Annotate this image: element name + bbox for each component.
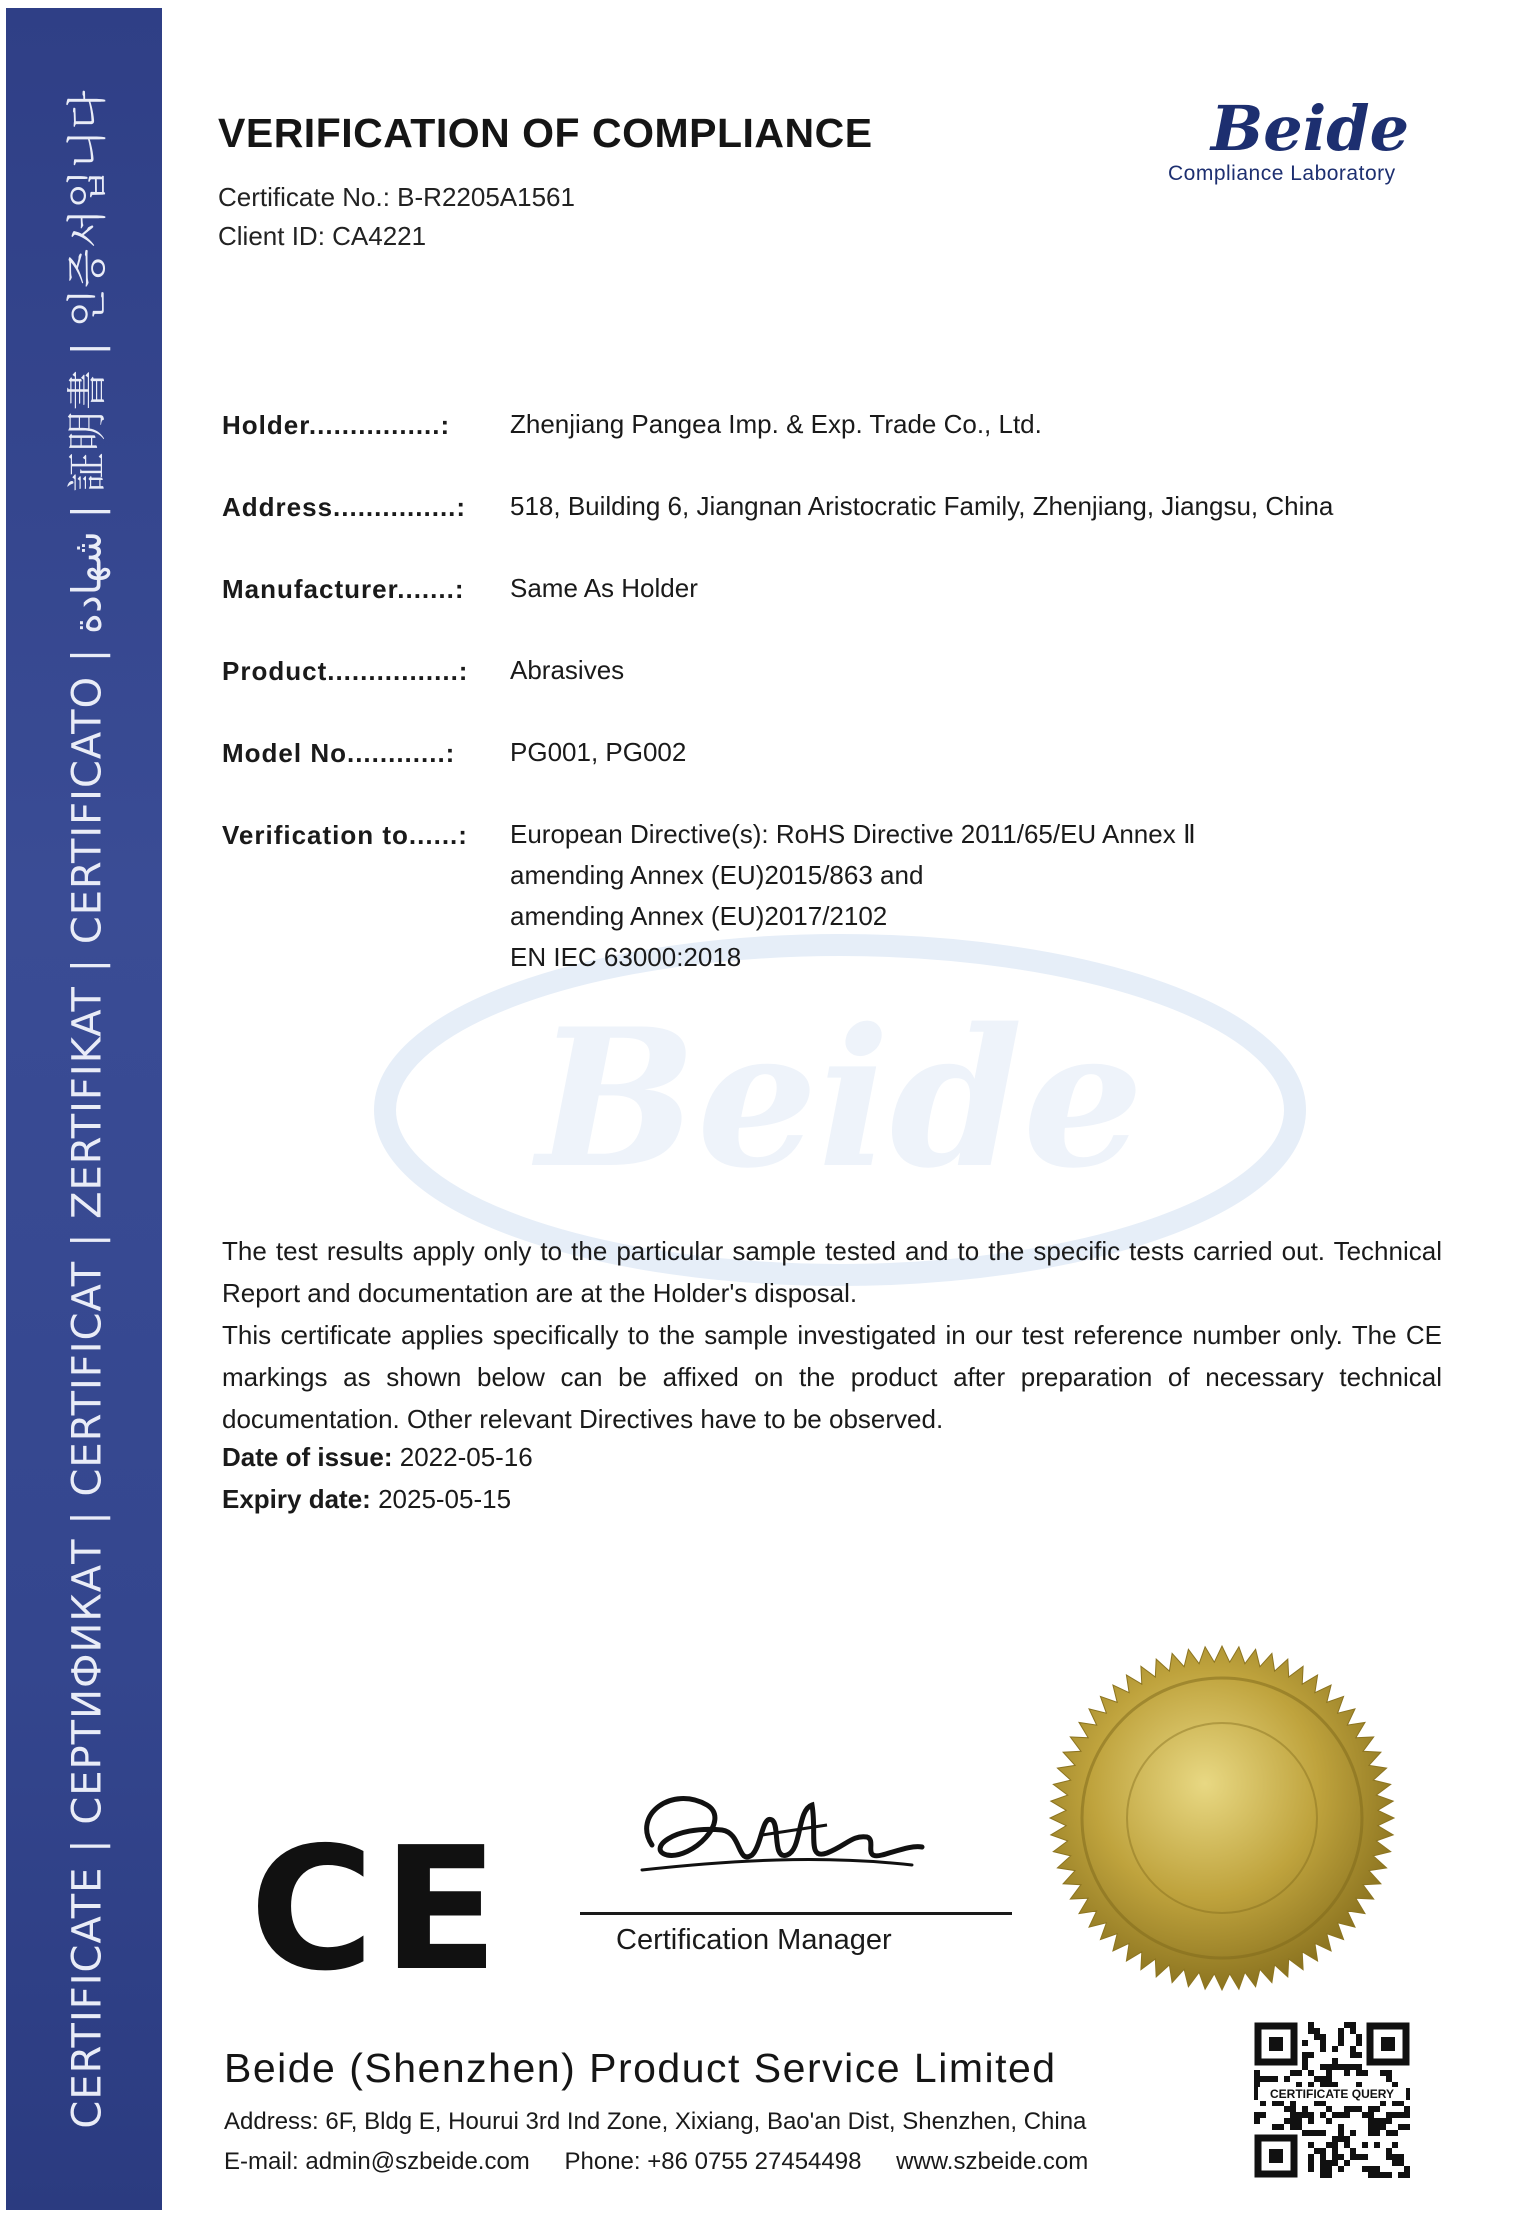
signature-line: [580, 1912, 1012, 1915]
body-paragraph: The test results apply only to the particular sample tested and to the specific tests carried out. Technical Report and documentation are at the Holder's disposal.: [222, 1236, 1442, 1308]
qr-module: [1350, 2130, 1356, 2136]
side-band-text: CERTIFICATE | СЕРТИФИКАТ | CERTIFICAT | ZERTIFIKAT | CERTIFICATO | شهادة | 証明書 | 인증서입니다: [64, 89, 111, 2129]
qr-module: [1266, 2076, 1272, 2082]
qr-module: [1344, 2136, 1350, 2142]
qr-module: [1308, 2130, 1314, 2136]
field-value-line: amending Annex (EU)2017/2102: [510, 901, 888, 931]
qr-module: [1350, 2154, 1356, 2160]
qr-module: [1392, 2130, 1398, 2136]
brand-subtitle: Compliance Laboratory: [1168, 162, 1396, 185]
signature-caption: Certification Manager: [616, 1924, 892, 1956]
qr-module: [1368, 2172, 1374, 2178]
qr-module: [1284, 2118, 1290, 2124]
qr-module: [1308, 2154, 1314, 2160]
date-of-issue-label: Date of issue:: [222, 1442, 393, 1472]
qr-module: [1404, 2112, 1410, 2118]
side-band: [6, 8, 162, 2210]
field-value: [510, 486, 1333, 527]
field-value-line: European Directive(s): RoHS Directive 2011/65/EU Annex Ⅱ: [510, 819, 1196, 849]
qr-module: [1350, 2028, 1356, 2034]
qr-module: [1350, 2106, 1356, 2112]
body-text: [222, 1230, 1442, 1440]
qr-module: [1398, 2112, 1404, 2118]
company-website: www.szbeide.com: [896, 2148, 1089, 2175]
qr-module: [1356, 2064, 1362, 2070]
qr-module: [1350, 2052, 1356, 2058]
qr-module: [1404, 2106, 1410, 2112]
qr-module: [1380, 2118, 1386, 2124]
field-value-line: Zhenjiang Pangea Imp. & Exp. Trade Co., Ltd.: [510, 409, 1042, 439]
qr-module: [1362, 2142, 1368, 2148]
qr-module: [1368, 2106, 1374, 2112]
qr-module: [1272, 2124, 1278, 2130]
qr-module: [1326, 2166, 1332, 2172]
qr-module: [1332, 2046, 1338, 2052]
qr-module: [1374, 2166, 1380, 2172]
field-value: [510, 650, 624, 691]
company-name: Beide (Shenzhen) Product Service Limited: [224, 2045, 1057, 2091]
qr-module: [1308, 2160, 1314, 2166]
qr-module: [1320, 2160, 1326, 2166]
qr-module: [1386, 2154, 1392, 2160]
qr-module: [1302, 2040, 1308, 2046]
company-email: E-mail: admin@szbeide.com: [224, 2148, 530, 2175]
qr-module: [1308, 2142, 1314, 2148]
qr-module: [1338, 2130, 1344, 2136]
qr-module: [1254, 2118, 1260, 2124]
qr-module: [1332, 2064, 1338, 2070]
qr-module: [1326, 2142, 1332, 2148]
body-paragraph: This certificate applies specifically to the sample investigated in our test reference number only. The CE markings as shown below can be affixed on the product after preparation of necessary technical documentation. Other relevant Directives have to be observed.: [222, 1320, 1442, 1434]
qr-module: [1368, 2166, 1374, 2172]
qr-module: [1326, 2172, 1332, 2178]
qr-module: [1320, 2172, 1326, 2178]
qr-module: [1332, 2112, 1338, 2118]
field-label: Verification to......:: [222, 820, 468, 850]
qr-module: [1320, 2040, 1326, 2046]
qr-module: [1272, 2076, 1278, 2082]
qr-module: [1362, 2166, 1368, 2172]
field-value-line: Same As Holder: [510, 573, 698, 603]
qr-module: [1290, 2124, 1296, 2130]
qr-module: [1338, 2166, 1344, 2172]
qr-module: [1314, 2076, 1320, 2082]
qr-module: [1326, 2076, 1332, 2082]
client-id: Client ID: CA4221: [218, 221, 427, 251]
qr-module: [1398, 2160, 1404, 2166]
qr-module: [1326, 2070, 1332, 2076]
qr-module: [1386, 2076, 1392, 2082]
qr-module: [1362, 2154, 1368, 2160]
qr-module: [1344, 2064, 1350, 2070]
qr-module: [1338, 2034, 1344, 2040]
qr-module: [1386, 2118, 1392, 2124]
qr-module: [1296, 2070, 1302, 2076]
qr-module: [1320, 2076, 1326, 2082]
qr-module: [1398, 2124, 1404, 2130]
field-label: Model No............:: [222, 738, 456, 768]
qr-module: [1392, 2154, 1398, 2160]
qr-module: [1374, 2172, 1380, 2178]
qr-module: [1392, 2142, 1398, 2148]
qr-module: [1338, 2040, 1344, 2046]
qr-module: [1320, 2130, 1326, 2136]
qr-module: [1320, 2148, 1326, 2154]
qr-module: [1380, 2172, 1386, 2178]
qr-module: [1302, 2106, 1308, 2112]
qr-module: [1356, 2106, 1362, 2112]
qr-module: [1320, 2154, 1326, 2160]
gold-seal: [1046, 1642, 1398, 1994]
qr-module: [1380, 2070, 1386, 2076]
qr-module: [1326, 2160, 1332, 2166]
qr-module: [1386, 2172, 1392, 2178]
qr-module: [1362, 2112, 1368, 2118]
qr-module: [1320, 2112, 1326, 2118]
qr-module: [1404, 2166, 1410, 2172]
qr-module: [1302, 2052, 1308, 2058]
watermark-text: Beide: [536, 987, 1144, 1210]
qr-module: [1338, 2028, 1344, 2034]
field-value: [510, 814, 1196, 978]
signature: [612, 1775, 932, 1895]
qr-module: [1392, 2112, 1398, 2118]
field-value-line: EN IEC 63000:2018: [510, 942, 742, 972]
qr-module: [1368, 2130, 1374, 2136]
qr-module: [1356, 2154, 1362, 2160]
qr-module: [1332, 2160, 1338, 2166]
qr-module: [1350, 2064, 1356, 2070]
qr-module: [1350, 2046, 1356, 2052]
qr-module: [1344, 2160, 1350, 2166]
date-of-issue: [222, 1442, 533, 1473]
qr-module: [1374, 2130, 1380, 2136]
expiry-date: [222, 1484, 511, 1515]
qr-module: [1380, 2124, 1386, 2130]
contact-line: [224, 2148, 1088, 2176]
qr-module: [1398, 2172, 1404, 2178]
qr-module: [1356, 2034, 1362, 2040]
qr-module: [1326, 2064, 1332, 2070]
qr-module: [1386, 2112, 1392, 2118]
qr-module: [1284, 2106, 1290, 2112]
qr-module: [1308, 2022, 1314, 2028]
company-phone: Phone: +86 0755 27454498: [564, 2148, 862, 2175]
field-value-line: PG001, PG002: [510, 737, 687, 767]
qr-module: [1356, 2070, 1362, 2076]
qr-module: [1356, 2052, 1362, 2058]
company-address: Address: 6F, Bldg E, Hourui 3rd Ind Zone, Xixiang, Bao'an Dist, Shenzhen, China: [224, 2108, 1087, 2135]
qr-module: [1320, 2046, 1326, 2052]
qr-module: [1254, 2112, 1260, 2118]
qr-module: [1260, 2076, 1266, 2082]
qr-module: [1368, 2124, 1374, 2130]
field-value-line: Abrasives: [510, 655, 625, 685]
qr-module: [1392, 2160, 1398, 2166]
page-title: VERIFICATION OF COMPLIANCE: [218, 110, 873, 156]
qr-module: [1368, 2118, 1374, 2124]
certificate-number: Certificate No.: B-R2205A1561: [218, 182, 575, 212]
qr-module: [1338, 2064, 1344, 2070]
field-value: [510, 568, 698, 609]
qr-module: [1308, 2166, 1314, 2172]
field-label: Manufacturer.......:: [222, 574, 465, 604]
qr-module: [1344, 2142, 1350, 2148]
qr-module: [1308, 2052, 1314, 2058]
qr-module: [1350, 2022, 1356, 2028]
qr-module: [1374, 2118, 1380, 2124]
qr-module: [1290, 2118, 1296, 2124]
qr-module: [1350, 2148, 1356, 2154]
qr-module: [1386, 2148, 1392, 2154]
qr-caption: CERTIFICATE QUERY: [1258, 2087, 1406, 2101]
qr-module: [1308, 2118, 1314, 2124]
qr-module: [1404, 2172, 1410, 2178]
qr-module: [1404, 2124, 1410, 2130]
qr-module: [1332, 2154, 1338, 2160]
qr-module: [1254, 2070, 1260, 2076]
qr-module: [1290, 2112, 1296, 2118]
qr-module: [1338, 2124, 1344, 2130]
qr-module: [1374, 2124, 1380, 2130]
qr-module: [1374, 2106, 1380, 2112]
qr-module: [1332, 2148, 1338, 2154]
qr-module: [1320, 2034, 1326, 2040]
expiry-date-label: Expiry date:: [222, 1484, 371, 1514]
field-value: [510, 404, 1042, 445]
field-label: Holder................:: [222, 410, 451, 440]
qr-module: [1260, 2112, 1266, 2118]
qr-module: [1302, 2112, 1308, 2118]
qr-module: [1284, 2076, 1290, 2082]
qr-module: [1320, 2166, 1326, 2172]
qr-module: [1314, 2028, 1320, 2034]
qr-module: [1290, 2070, 1296, 2076]
qr-module: [1386, 2130, 1392, 2136]
ce-mark: [249, 1811, 507, 2009]
qr-module: [1278, 2124, 1284, 2130]
qr-module: [1254, 2076, 1260, 2082]
qr-module: [1290, 2106, 1296, 2112]
qr-module: [1314, 2130, 1320, 2136]
field-value: [510, 732, 686, 773]
qr-module: [1332, 2142, 1338, 2148]
qr-module: [1368, 2112, 1374, 2118]
ce-mark-text: CE: [249, 1811, 507, 2009]
qr-module: [1344, 2070, 1350, 2076]
qr-module: [1308, 2028, 1314, 2034]
qr-module: [1338, 2112, 1344, 2118]
qr-module: [1344, 2022, 1350, 2028]
qr-module: [1308, 2070, 1314, 2076]
qr-module: [1338, 2136, 1344, 2142]
qr-module: [1314, 2148, 1320, 2154]
qr-module: [1302, 2064, 1308, 2070]
qr-module: [1302, 2130, 1308, 2136]
qr-module: [1332, 2058, 1338, 2064]
qr-module: [1344, 2112, 1350, 2118]
qr-module: [1296, 2124, 1302, 2130]
qr-module: [1320, 2064, 1326, 2070]
qr-module: [1302, 2058, 1308, 2064]
qr-module: [1326, 2118, 1332, 2124]
qr-module: [1344, 2106, 1350, 2112]
qr-module: [1296, 2112, 1302, 2118]
qr-module: [1332, 2136, 1338, 2142]
qr-module: [1314, 2034, 1320, 2040]
logo-text: Beide: [1210, 92, 1410, 165]
qr-module: [1308, 2112, 1314, 2118]
qr-module: [1326, 2106, 1332, 2112]
qr-module: [1398, 2154, 1404, 2160]
field-value-line: 518, Building 6, Jiangnan Aristocratic Family, Zhenjiang, Jiangsu, China: [510, 491, 1334, 521]
expiry-date-value: 2025-05-15: [378, 1484, 512, 1514]
qr-module: [1296, 2118, 1302, 2124]
qr-module: [1362, 2070, 1368, 2076]
field-label: Address...............:: [222, 492, 467, 522]
beide-logo: [1185, 92, 1435, 164]
field-value-line: amending Annex (EU)2015/863 and: [510, 860, 924, 890]
date-of-issue-value: 2022-05-16: [399, 1442, 533, 1472]
qr-module: [1338, 2154, 1344, 2160]
qr-module: [1356, 2040, 1362, 2046]
field-label: Product................:: [222, 656, 469, 686]
qr-module: [1386, 2070, 1392, 2076]
qr-module: [1374, 2142, 1380, 2148]
